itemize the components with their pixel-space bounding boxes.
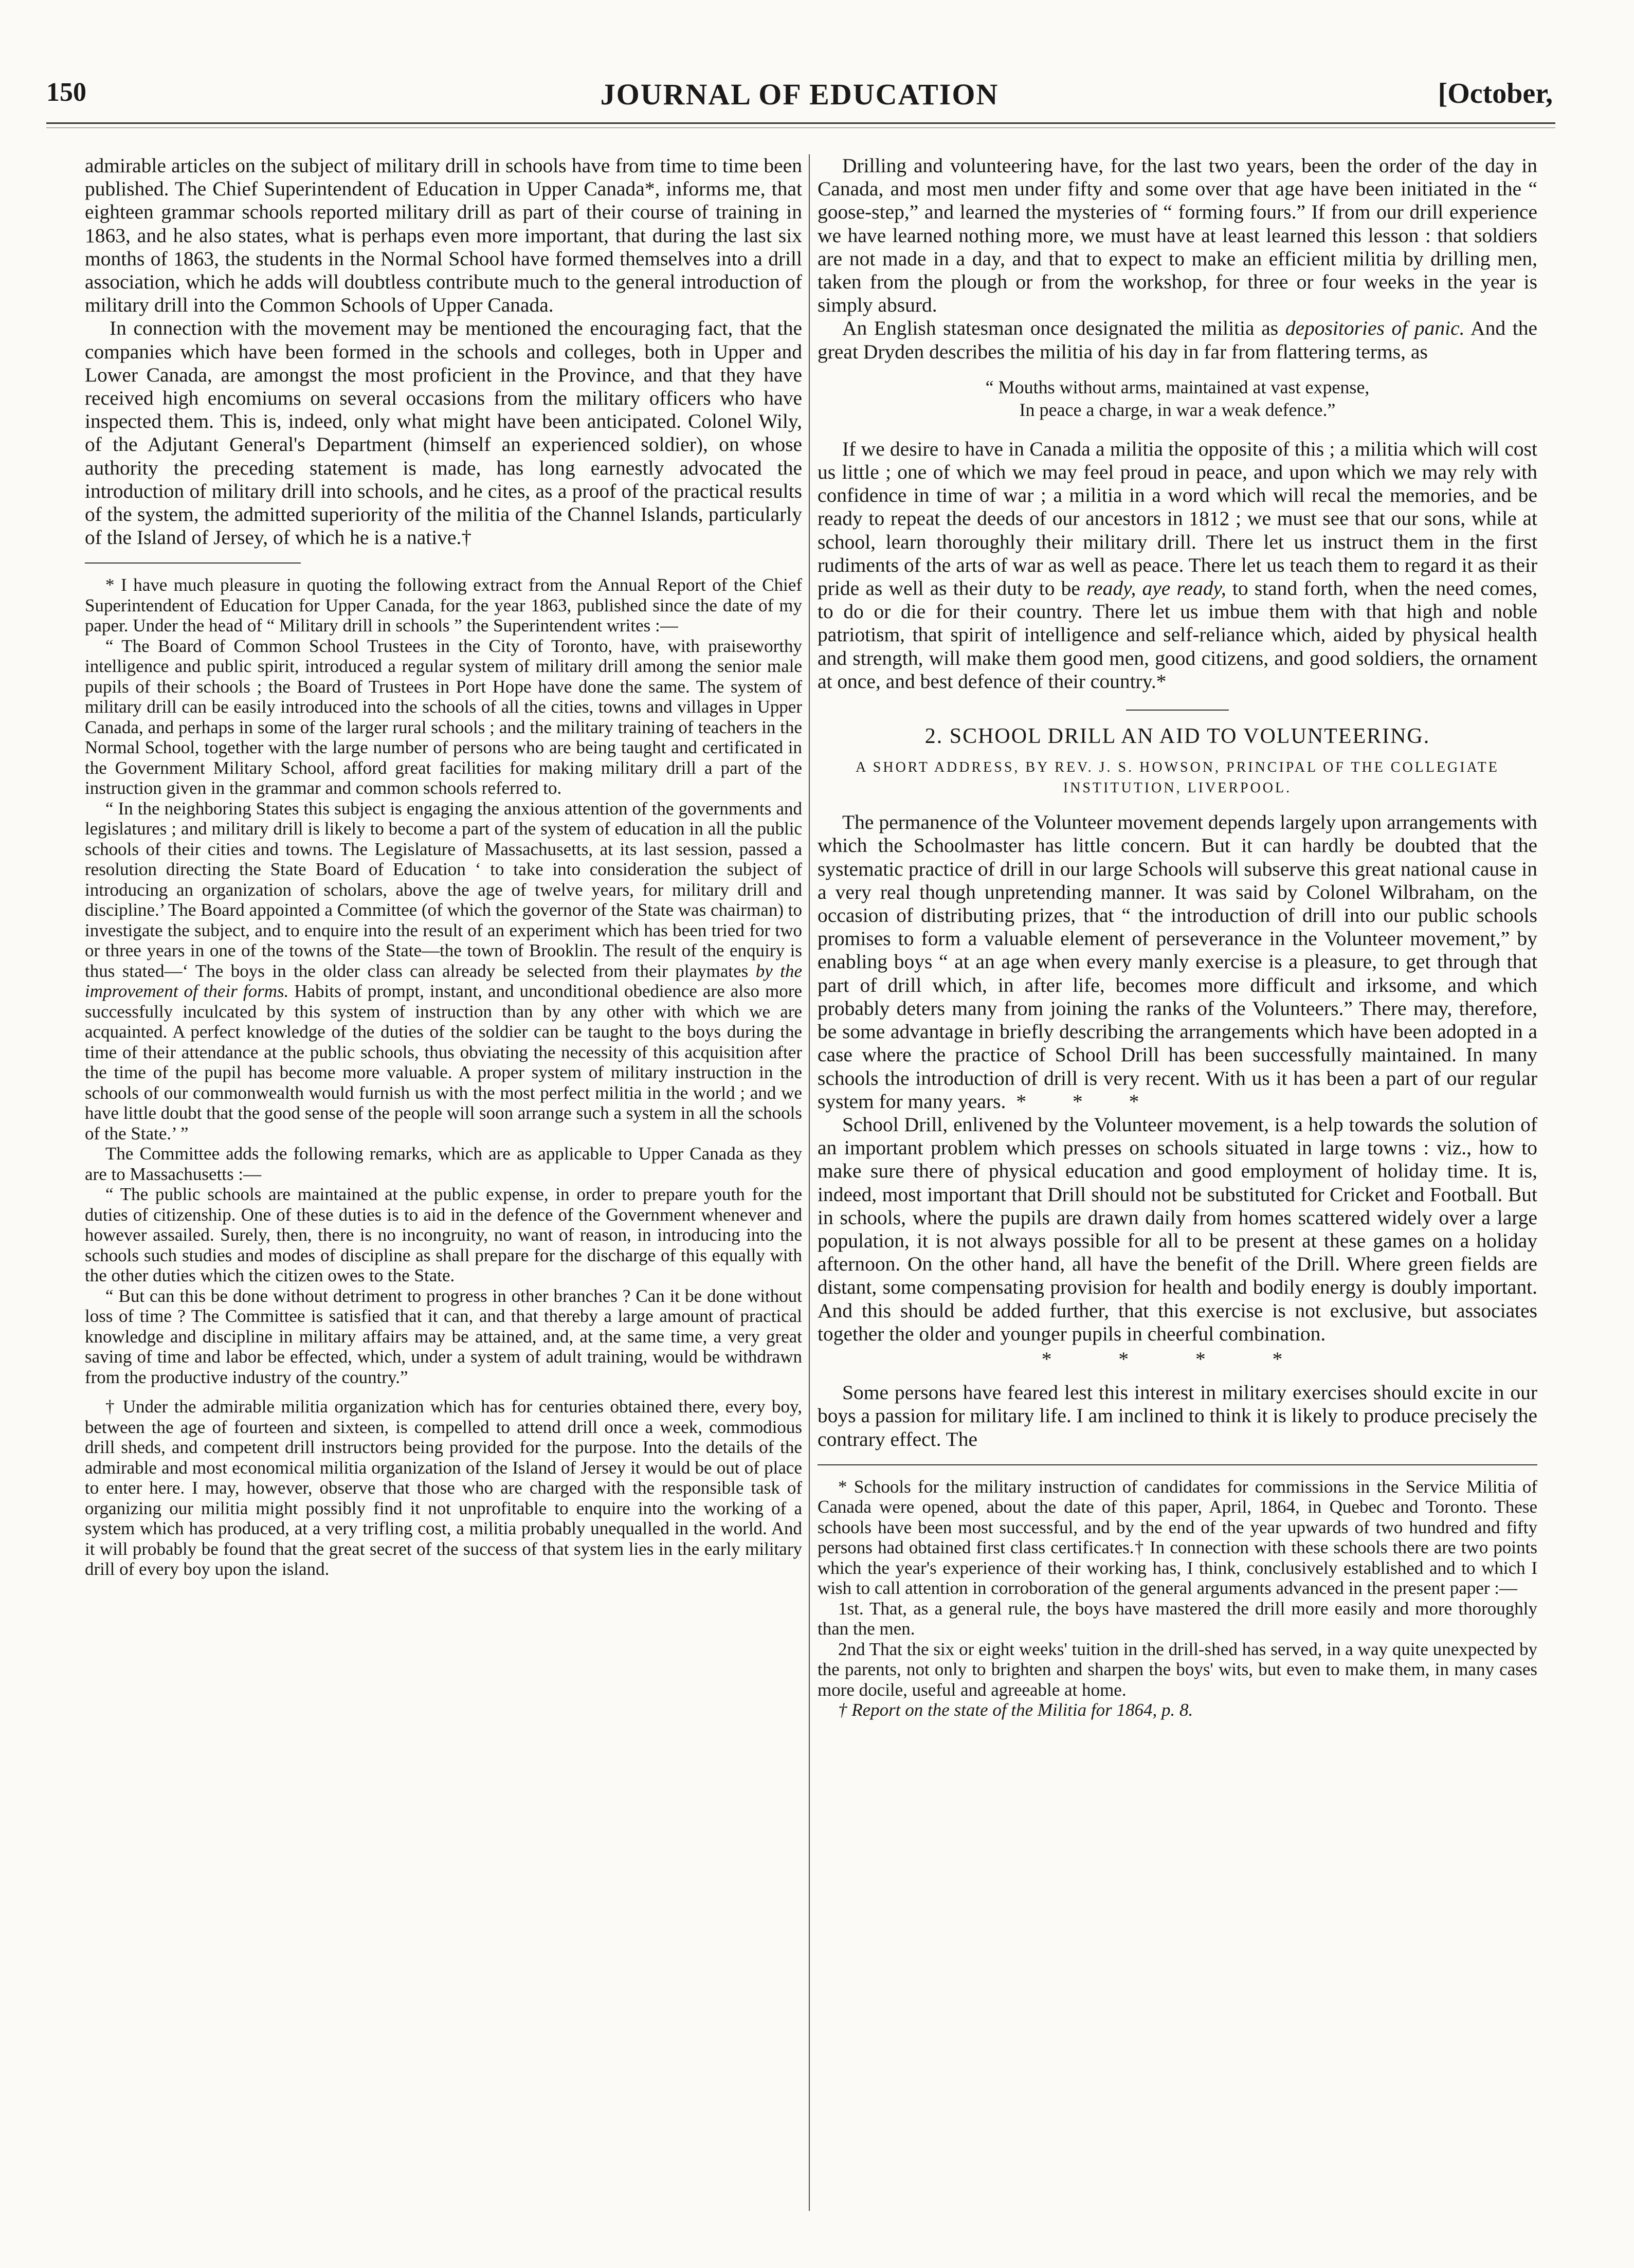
footnote-rule bbox=[85, 563, 301, 564]
right-column bbox=[818, 154, 1537, 1720]
footnote-paragraph: The Committee adds the following remarks, which are as applicable to Upper Canada as they are to Massachusetts :— bbox=[85, 1144, 802, 1184]
running-header bbox=[46, 77, 1553, 123]
body-paragraph: School Drill, enlivened by the Volunteer movement, is a help towards the solution of an important problem which presses on schools situated in large towns : viz., how to make sure there of physical education and good employment of holiday time. It is, indeed, most important that Drill should not be substituted for Cricket and Football. But in schools, where the pupils are drawn daily from homes scattered widely over a large population, it is not always possible for all to be present at these games on a holiday afternoon. On the other hand, all have the benefit of the Drill. Where green fields are distant, some compensating provision for health and bodily energy is doubly important. And this should be added further, that this exercise is not exclusive, but associates together the older and younger pupils in cheerful combination. bbox=[818, 1113, 1537, 1345]
journal-title: JOURNAL OF EDUCATION bbox=[600, 78, 999, 111]
footnote-paragraph: * I have much pleasure in quoting the following extract from the Annual Report of the Chief Superintendent of Education for Upper Canada, for the year 1863, published since the date of my paper. Under the head of “ Military drill in schools ” the Superintendent writes :— bbox=[85, 575, 802, 636]
footnote-paragraph: “ But can this be done without detriment to progress in other branches ? Can it be done without loss of time ? The Committee is satisfied that it can, and that thereby a large amount of practical knowledge and discipline in military affairs may be attained, and, at the same time, a very great saving of time and labor be effected, which, under a system of adult training, would be withdrawn from the productive industry of the country.” bbox=[85, 1285, 802, 1387]
footnote-rule bbox=[818, 1464, 1537, 1465]
header-rule bbox=[46, 122, 1555, 124]
footnote-paragraph: “ The public schools are maintained at the public expense, in order to prepare youth for the duties of citizenship. One of these duties is to aid in the defence of the Government whenever and however assailed. Surely, then, there is no incongruity, no want of reason, in introducing into the schools such studies and modes of discipline as shall prepare for the discharge of this equally with the other duties which the citizen owes to the State. bbox=[85, 1184, 802, 1286]
body-paragraph: If we desire to have in Canada a militia the opposite of this ; a militia which will cost us little ; one of which we may feel proud in peace, and upon which we may rely with confidence in time of war ; a militia in a word which will recal the memories, and be ready to repeat the deeds of our ancestors in 1812 ; we must see that our sons, while at school, learn thoroughly their military drill. There let us instruct them in the first rudiments of the arts of war as well as peace. There let us teach them to regard it as their pride as well as their duty to be ready, aye ready, to stand forth, when the need comes, to do or die for their country. There let us imbue them with that high and noble patriotism, that spirit of intelligence and self-reliance which, aided by physical health and strength, will make them good men, good citizens, and good soldiers, the ornament at once, and best defence of their country.* bbox=[818, 437, 1537, 693]
body-paragraph: The permanence of the Volunteer movement depends largely upon arrangements with which the Schoolmaster has little concern. But it can hardly be doubted that the systematic practice of drill in our large Schools will subserve this great national cause in a very real though unpretending manner. It was said by Colonel Wilbraham, on the occasion of distributing prizes, that “ the introduction of drill into our public schools promises to form a valuable element of perseverance in the Volunteer movement,” by enabling boys “ at an age when every manly exercise is a pleasure, to get through that part of drill which, in after life, becomes more difficult and irksome, and which probably deters many from joining the ranks of the Volunteers.” There may, therefore, be some advantage in briefly describing the arrangements which have been adopted in a case where the practice of School Drill has been successfully maintained. In many schools the introduction of drill is very recent. With us it has been a part of our regular system for many years. * * * bbox=[818, 811, 1537, 1113]
asterism: * * * bbox=[1016, 1090, 1160, 1113]
footnote-paragraph: “ The Board of Common School Trustees in the City of Toronto, have, with praiseworthy intelligence and public spirit, introduced a regular system of military drill among the senior male pupils of their schools ; the Board of Trustees in Port Hope have done the same. The system of military drill can be easily introduced into the schools of all the cities, towns and villages in Upper Canada, and perhaps in some of the larger rural schools ; and the military training of teachers in the Normal School, together with the large number of persons who are being taught and certificated in the Government Military School, afford great facilities for making military drill a part of the instruction given in the grammar and common schools referred to. bbox=[85, 636, 802, 799]
body-paragraph: admirable articles on the subject of military drill in schools have from time to time been published. The Chief Superintendent of Education in Upper Canada*, informs me, that eighteen grammar schools reported military drill as part of their course of training in 1863, and he also states, what is perhaps even more important, that during the last six months of 1863, the students in the Normal School have formed themselves into a drill association, which he adds will doubtless contribute much to the general introduction of military drill into the Common Schools of Upper Canada. bbox=[85, 154, 802, 317]
footnotes-left bbox=[85, 575, 802, 1580]
column-divider bbox=[809, 154, 810, 2211]
section-rule bbox=[1126, 710, 1229, 711]
body-paragraph: In connection with the movement may be mentioned the encouraging fact, that the companies which have been formed in the schools and colleges, both in Upper and Lower Canada, are amongst the most proficient in the Province, and that they have received high encomiums on several occasions from the military officers who have inspected them. This is, indeed, only what might have been anticipated. Colonel Wily, of the Adjutant General's Department (himself an experienced soldier), on whose authority the preceding statement is made, has long earnestly advocated the introduction of military drill into schools, and he cites, as a proof of the practical results of the system, the admitted superiority of the militia of the Channel Islands, particularly of the Island of Jersey, of which he is a native.† bbox=[85, 317, 802, 549]
body-paragraph: An English statesman once designated the militia as depositories of panic. And the great Dryden describes the militia of his day in far from flattering terms, as bbox=[818, 317, 1537, 363]
footnote-paragraph: 2nd That the six or eight weeks' tuition in the drill-shed has served, in a way quite unexpected by the parents, not only to brighten and sharpen the boys' wits, but even to make them, in many cases more docile, useful and agreeable at home. bbox=[818, 1639, 1537, 1700]
asterism: * * * * bbox=[1041, 1347, 1314, 1370]
page-number: 150 bbox=[46, 78, 86, 107]
quote-line: In peace a charge, in war a weak defence.” bbox=[1019, 399, 1336, 420]
body-paragraph: Some persons have feared lest this interest in military exercises should excite in our boys a passion for military life. I am inclined to think it is likely to produce precisely the contrary effect. The bbox=[818, 1381, 1537, 1450]
footnote-paragraph: 1st. That, as a general rule, the boys have mastered the drill more easily and more thoroughly than the men. bbox=[818, 1598, 1537, 1639]
footnote-paragraph: * Schools for the military instruction of candidates for commissions in the Service Militia of Canada were opened, about the date of this paper, April, 1864, in Quebec and Toronto. These schools have been most successful, and by the end of the year upwards of two hundred and fifty persons had obtained first class certificates.† In connection with these schools there are two points which the year's experience of their working has, I think, conclusively established and to which I wish to call attention in corroboration of the general arguments advanced in the present paper :— bbox=[818, 1476, 1537, 1599]
quote-line: “ Mouths without arms, maintained at vast expense, bbox=[985, 376, 1370, 397]
footnote-paragraph: † Report on the state of the Militia for 1864, p. 8. bbox=[838, 1700, 1193, 1720]
section-subtitle: A SHORT ADDRESS, BY REV. J. S. HOWSON, PRINCIPAL OF THE COLLEGIATE INSTITUTION, LIVERPOOL. bbox=[856, 759, 1499, 796]
verse-quote bbox=[818, 376, 1537, 421]
issue-month: [October, bbox=[1438, 78, 1553, 110]
footnotes-right bbox=[818, 1477, 1537, 1720]
footnote-paragraph: † Under the admirable militia organization which has for centuries obtained there, every boy, between the age of fourteen and sixteen, is compelled to attend drill once a week, commodious drill sheds, and competent drill instructors being provided for the purpose. Into the details of the admirable and most economical militia organization of the Island of Jersey it would be out of place to enter here. I may, however, observe that those who are charged with the responsible task of organizing our militia might possibly find it not unprofitable to enquire into the working of a system which has produced, at a very trifling cost, a militia probably unequalled in the world. And it will probably be found that the great secret of the success of that system lies in the early military drill of every boy upon the island. bbox=[85, 1396, 802, 1580]
footnote-paragraph: “ In the neighboring States this subject is engaging the anxious attention of the governments and legislatures ; and military drill is likely to become a part of the system of education in all the public schools of their cities and towns. The Legislature of Massachusetts, at its last session, passed a resolution directing the State Board of Education ‘ to take into consideration the subject of introducing an organization of scholars, above the age of twelve years, for military drill and discipline.’ The Board appointed a Committee (of which the governor of the State was chairman) to investigate the subject, and to enquire into the result of an experiment which has been tried for two or three years in one of the towns of the State—the town of Brooklin. The result of the enquiry is thus stated—‘ The boys in the older class can already be selected from their playmates by the improvement of their forms. Habits of prompt, instant, and unconditional obedience are also more successfully inculcated by this system of instruction than by any other with which we are acquainted. A perfect knowledge of the duties of the soldier can be taught to the boys during the time of their attendance at the public schools, thus obviating the necessity of this acquisition after the time of the pupil has become more valuable. A proper system of military instruction in the schools of our commonwealth would furnish us with the most perfect militia in the world ; and we have little doubt that the good sense of the people will soon arrange such a system in all the schools of the State.’ ” bbox=[85, 798, 803, 1144]
left-column bbox=[85, 154, 802, 1580]
body-paragraph: Drilling and volunteering have, for the last two years, been the order of the day in Canada, and most men under fifty and some over that age have been initiated in the “ goose-step,” and learned the mysteries of “ forming fours.” If from our drill experience we have learned nothing more, we must have at least learned this lesson : that soldiers are not made in a day, and that to expect to make an efficient militia by drilling men, taken from the plough or from the workshop, for three or four weeks in the year is simply absurd. bbox=[818, 154, 1537, 317]
section-title: 2. SCHOOL DRILL AN AID TO VOLUNTEERING. bbox=[924, 724, 1430, 749]
